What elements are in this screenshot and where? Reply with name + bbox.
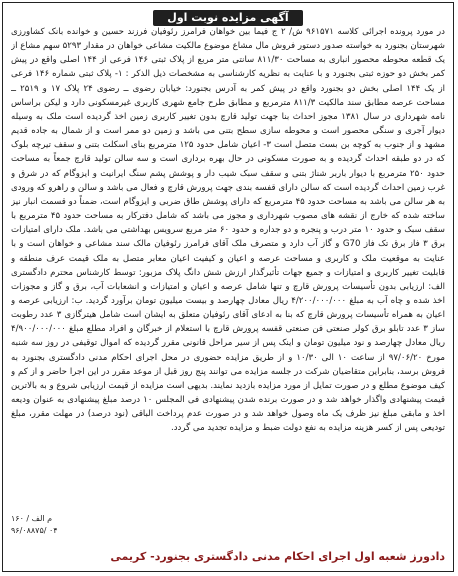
notice-reference <box>11 513 58 537</box>
reference-line: ۹۶/۰۸۸۷۵/ ۰۴ <box>11 526 58 535</box>
notice-frame <box>2 2 454 572</box>
reference-line: م الف / ۱۶۰ <box>11 514 53 523</box>
notice-signature: دادورز شعبه اول اجرای احکام مدنی دادگستری بجنورد- کریمی <box>110 550 445 563</box>
notice-title: آگهی مزایده نوبت اول <box>153 10 302 26</box>
title-wrap <box>3 6 453 26</box>
notice-body <box>11 25 445 511</box>
notice-paragraph: در مورد پرونده اجرائی کلاسه ۹۶۱۵۷۱ ش/ ۲ ج فیما بین خواهان فرامرز رئوفیان فرزند حسین و خوانده بانک کشاورزی شهرستان بجنورد به خواسته صدور دستور فروش مال مشاع موضوع مالکیت مشاعی خواهان در مقدار ۵۲۹۳ سهم مشاع از یک قطعه محوطه محصور انباری به مساحت ۸۱۱/۳۰ سانتی متر مربع از پلاک ثبتی ۱۴۶ فرعی از ۱۴۴ اصلی واقع در پیش کمر بخش دو حوزه ثبتی بجنورد و با عنایت به نظریه کارشناسی به مشخصات ذیل الذکر : ۱- پلاک ثبتی شماره ۱۴۶ فرعی از یک ۱۴۴ اصلی بخش دو بجنورد واقع در پیش کمر به آدرس بجنورد: خیابان رضوی ــ رضوی ۲۴ پلاک ۱۷ و ۲۵۱۹ ــ مساحت عرصه مطابق سند مالکیت ۸۱۱/۳ مترمربع و مطابق طرح جامع شهری کاربری غیرمسکونی دارد و لیکن براساس نامه شهرداری در سال ۱۳۸۱ مجوز احداث بنا جهت تولید قارچ بدون تغییر کاربری زمین اخذ گردیده است ملک به وسیله دیوار آجری و سنگی محصور است و محوطه سازی سطح بتنی می باشد و زمین دو ممر است و از شمال به جاده قدیم مشهد و از جنوب به کوچه بن بست متصل است ۳- اعیان شامل حدود ۱۲۵ مترمربع بنای اسکلت بتنی و سقف تیرچه بلوک که در دو طبقه احداث گردیده و به صورت مسکونی در حال بهره برداری است و سه سالن تولید قارچ جمعاً به مساحت حدود ۲۵۰ مترمربع با دیوار باربر شناژ بتنی و سقف سبک شیب دار و پوشش پشم سنگ ایرانیت و ایزوگام که در شرق و غرب زمین احداث گردیده است که سالن دارای قفسه بندی جهت پرورش قارچ و فعال می باشد و سالن و راهرو که ورودی به هر سالن می باشد به مساحت حدود ۴۵ مترمربع که دارای پوشش طاق ضربی و ایزوگام است، ضمناً دو قسمت انبار نیز ساخته شده که خارج از نقشه های مصوب شهرداری و مجوز می باشد که شامل دفترکار به مساحت حدود ۴۵ مترمربع با سقف سبک و حدود ۱۰ متر درب و پنجره و دو جداره و حدود ۶۰ متر مربع سرویس بهداشتی می باشد. ملک دارای امتیازات برق ۳ فاز برق تک فاز G70 و گاز آب دارد و متصرف ملک آقای فرامرز رئوفیان مالک سند مشاعی و خواهان است و با عنایت به موقعیت ملک و کاربری و مساحت عرصه و اعیان و کیفیت اعیان معابر متصل به ملک قیمت عرف منطقه و قابلیت تغییر کاربری و امتیازات و جمیع جهات تأثیرگذار ارزش شش دانگ پلاک مزبور: توسط کارشناس محترم دادگستری الف: ارزیابی بدون تأسیسات پرورش قارچ و تنها شامل عرصه و اعیان و امتیازات و انشعابات آب، برق و گاز و مجوزات اخذ شده و چاه آب به مبلغ ۴/۲۰۰/۰۰۰/۰۰۰ ریال معادل چهارصد و بیست میلیون تومان برآورد گردید. ب: ارزیابی عرصه و اعیان به همراه تأسیسات پرورش قارچ که بنا به ادعای آقای رئوفیان متعلق به ایشان است شامل هیترگازی ۳ عدد رطوبت ساز ۳ عدد تابلو برق کولر صنعتی فن صنعتی قفسه پرورش قارچ با استعلام از خبرگان و افراد مطلع مبلغ ۴/۹۰۰/۰۰۰/۰۰۰ ریال معادل چهارصد و نود میلیون تومان و اینک پس از سیر مراحل قانونی مقرر گردیده که اموال توقیفی در روز سه شنبه مورخ ۹۷/۰۶/۲۰ از ساعت ۱۰ الی ۱۰/۳۰ و از طریق مزایده حضوری در محل اجرای احکام مدنی دادگستری بجنورد به فروش برسد، بنابراین متقاضیان شرکت در جلسه مزایده می توانند پنج روز قبل از موعد مقرر در این اجرا حاضر و از کم و کیف موضوع مطلع و در صورت تمایل از مورد مزایده بازدید نمایند. بدیهی است مزایده از قیمت ارزیابی شروع و به بالاترین قیمت پیشنهادی واگذار خواهد شد و در صورت برنده شدن پیشنهادی فی المجلس ۱۰ درصد مبلغ پیشنهادی به عنوان ودیعه اخذ و مابقی مبلغ نیز ظرف یک ماه وصول خواهد شد و در صورت عدم پرداخت الباقی (نود درصد) در مهلت مقرر، مبلغ تودیعی پس از کسر هزینه مزایده به نفع دولت ضبط و مزایده تجدید می گردد. <box>11 27 445 434</box>
